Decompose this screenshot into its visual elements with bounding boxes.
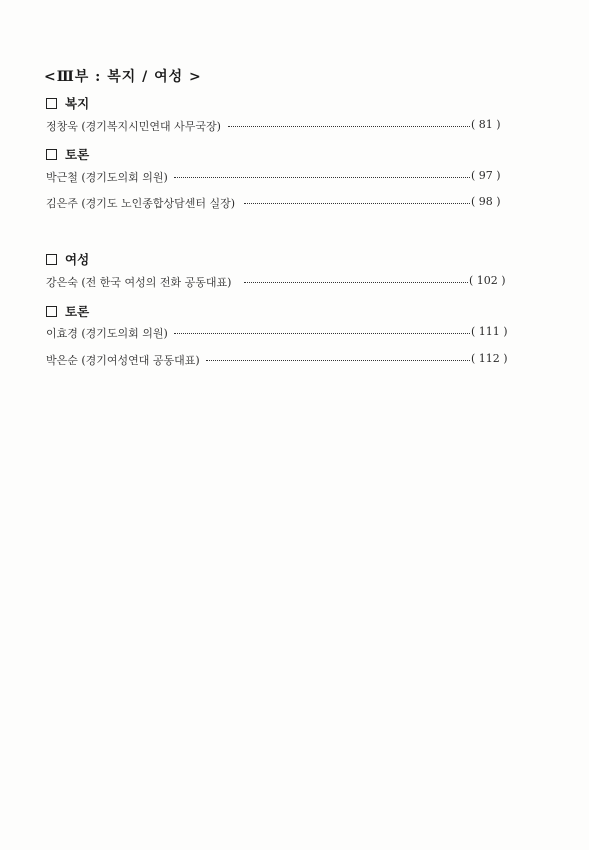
toc-entry[interactable] <box>46 169 516 185</box>
toc-entry[interactable] <box>46 118 516 134</box>
dotted-leader <box>244 203 470 204</box>
checkbox-square-icon <box>46 98 57 109</box>
section-heading-women <box>46 250 89 268</box>
section-heading-label: 복지 <box>65 96 90 111</box>
toc-entry-page: ( 112 ) <box>471 352 508 365</box>
dotted-leader <box>206 360 470 361</box>
checkbox-square-icon <box>46 149 57 160</box>
section-heading-label: 여성 <box>65 252 90 267</box>
toc-entry-name: 이효경 (경기도의회 의원) <box>46 327 168 340</box>
toc-entry-name: 정창욱 (경기복지시민연대 사무국장) <box>46 120 221 133</box>
toc-entry[interactable] <box>46 325 516 341</box>
toc-entry-name: 박근철 (경기도의회 의원) <box>46 171 168 184</box>
toc-entry-page: ( 98 ) <box>471 195 501 208</box>
toc-entry-page: ( 111 ) <box>471 325 508 338</box>
section-heading-welfare <box>46 94 89 112</box>
section-heading-discussion <box>46 302 89 320</box>
section-heading-discussion <box>46 145 89 163</box>
toc-entry-page: ( 81 ) <box>471 118 501 131</box>
checkbox-square-icon <box>46 254 57 265</box>
toc-entry[interactable] <box>46 274 516 290</box>
dotted-leader <box>174 177 470 178</box>
toc-entry-name: 김은주 (경기도 노인종합상담센터 실장) <box>46 197 236 210</box>
dotted-leader <box>174 333 470 334</box>
toc-entry-name: 강은숙 (전 한국 여성의 전화 공동대표) <box>46 276 232 289</box>
toc-entry[interactable] <box>46 195 516 211</box>
dotted-leader <box>228 126 470 127</box>
part-title: <Ⅲ부 : 복지 / 여성 > <box>44 69 202 85</box>
toc-entry-page: ( 102 ) <box>469 274 506 287</box>
dotted-leader <box>244 282 468 283</box>
checkbox-square-icon <box>46 306 57 317</box>
toc-entry-name: 박은순 (경기여성연대 공동대표) <box>46 354 200 367</box>
toc-entry-page: ( 97 ) <box>471 169 501 182</box>
toc-entry[interactable] <box>46 352 516 368</box>
section-heading-label: 토론 <box>65 304 90 319</box>
section-heading-label: 토론 <box>65 147 90 162</box>
